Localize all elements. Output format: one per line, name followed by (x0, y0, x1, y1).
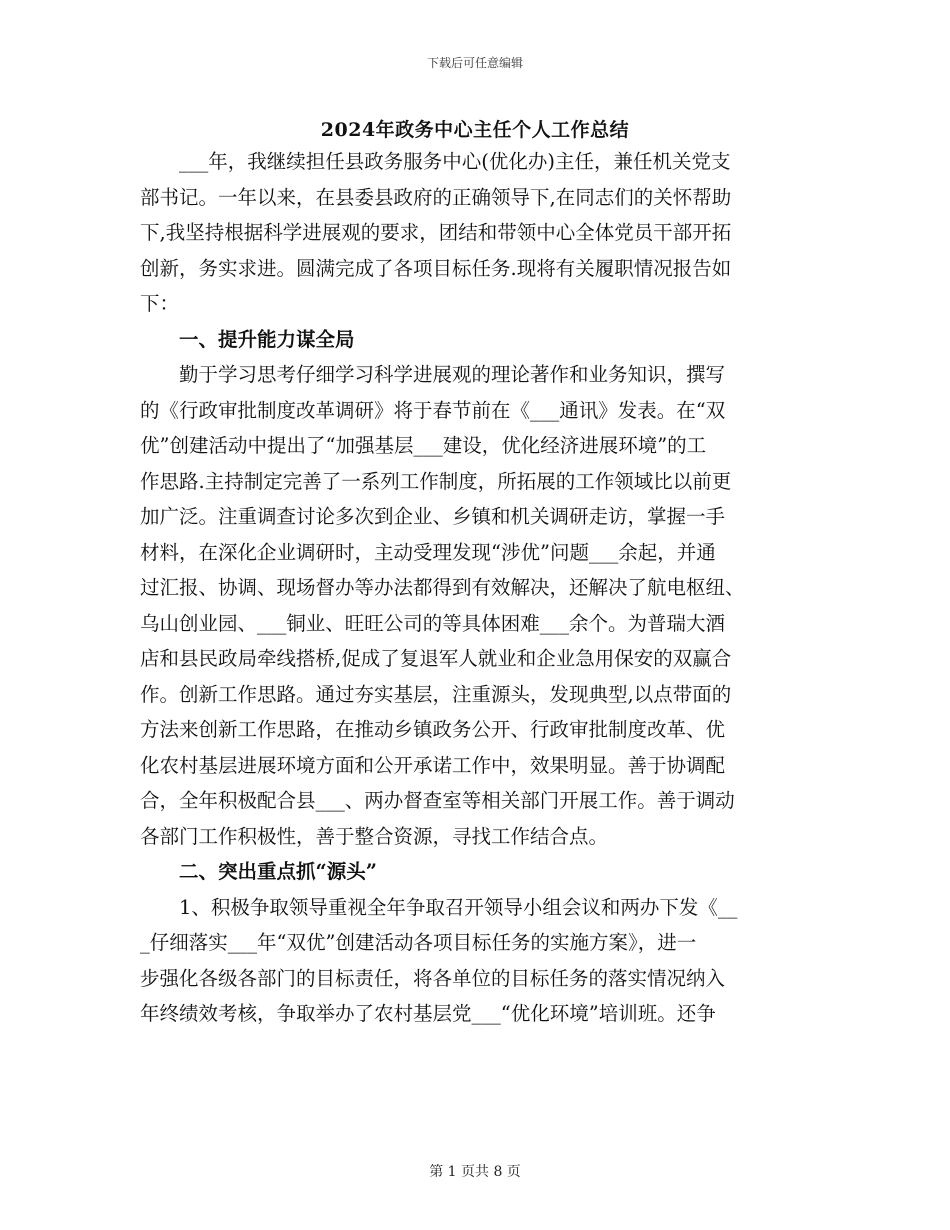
paragraph-line: _仔细落实___年“双优”创建活动各项目标任务的实施方案》，进一 (140, 931, 697, 954)
paragraph-line: 店和县民政局牵线搭桥,促成了复退军人就业和企业急用保安的双赢合 (140, 647, 732, 670)
paragraph-line: 作。创新工作思路。通过夯实基层，注重源头，发现典型,以点带面的 (140, 682, 732, 706)
page-header: 下载后可任意编辑 (426, 56, 523, 70)
paragraph-line: 1、积极争取领导重视全年争取召开领导小组会议和两办下发《__ (140, 895, 738, 919)
paragraph-line: 下： (140, 292, 180, 315)
section-heading: 二、突出重点抓“源头” (140, 860, 377, 883)
paragraph-line: 步强化各级各部门的目标责任，将各单位的目标任务的落实情况纳入 (140, 966, 726, 990)
paragraph-line: 下,我坚持根据科学进展观的要求，团结和带领中心全体党员干部开拓 (140, 221, 732, 244)
document-title: 2024年政务中心主任个人工作总结 (320, 119, 630, 141)
paragraph-line: 材料，在深化企业调研时，主动受理发现“涉优”问题___余起，并通 (140, 540, 716, 564)
paragraph-line: 年终绩效考核，争取举办了农村基层党___“优化环境”培训班。还争 (140, 1002, 716, 1025)
paragraph-line: ___年，我继续担任县政务服务中心(优化办)主任，兼任机关党支 (140, 150, 731, 173)
paragraph-line: 合，全年积极配合县___、两办督查室等相关部门开展工作。善于调动 (140, 789, 735, 812)
paragraph-line: 部书记。一年以来，在县委县政府的正确领导下,在同志们的关怀帮助 (140, 185, 732, 209)
paragraph-line: 方法来创新工作思路，在推动乡镇政务公开、行政审批制度改革、优 (140, 718, 726, 741)
paragraph-line: 作思路.主持制定完善了一系列工作制度，所拓展的工作领域比以前更 (140, 469, 732, 493)
document-body (140, 144, 812, 1032)
page-footer: 第 1 页共 8 页 (429, 1164, 521, 1180)
paragraph-line: 勤于学习思考仔细学习科学进展观的理论著作和业务知识，撰写 (140, 363, 726, 386)
paragraph-line: 加广泛。注重调查讨论多次到企业、乡镇和机关调研走访，掌握一手 (140, 505, 726, 528)
paragraph-line: 各部门工作积极性，善于整合资源，寻找工作结合点。 (140, 824, 609, 848)
paragraph-line: 优”创建活动中提出了“加强基层___建设，优化经济进展环境”的工 (140, 434, 707, 457)
paragraph-line: 过汇报、协调、现场督办等办法都得到有效解决，还解决了航电枢纽、 (140, 576, 745, 599)
paragraph-line: 创新，务实求进。圆满完成了各项目标任务.现将有关履职情况报告如 (140, 256, 732, 280)
paragraph-line: 化农村基层进展环境方面和公开承诺工作中，效果明显。善于协调配 (140, 753, 726, 777)
paragraph-line: 的《行政审批制度改革调研》将于春节前在《___通讯》发表。在“双 (140, 398, 726, 422)
paragraph-line: 乌山创业园、___铜业、旺旺公司的等具体困难___余个。为普瑞大酒 (140, 611, 726, 635)
section-heading: 一、提升能力谋全局 (140, 327, 355, 351)
